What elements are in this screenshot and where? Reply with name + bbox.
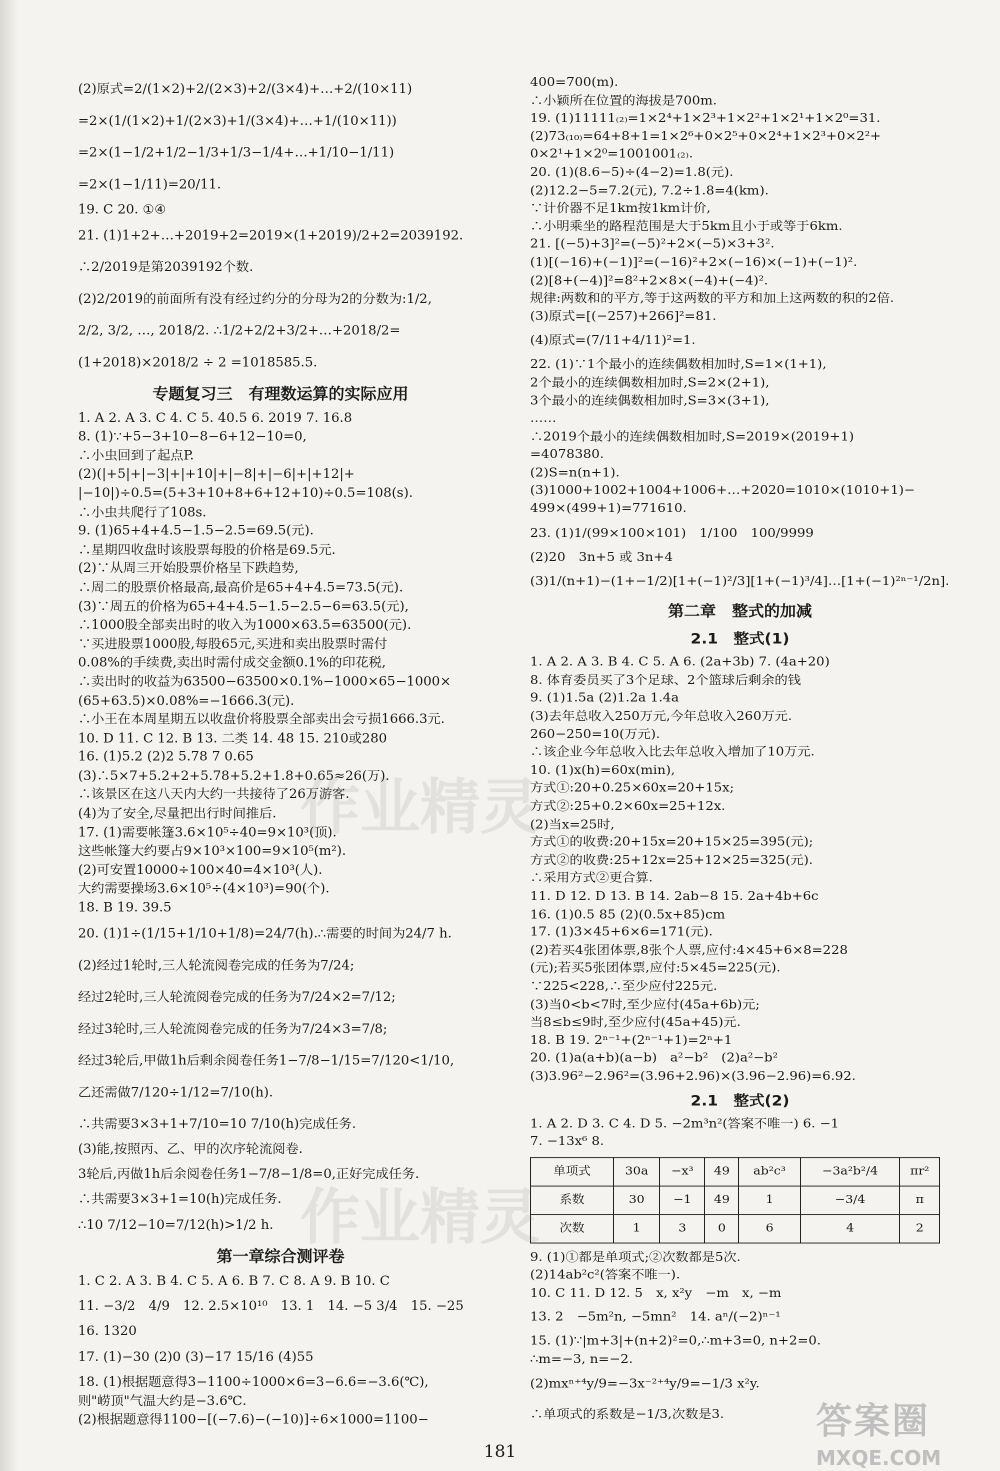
answer-line: 2/2, 3/2, …, 2018/2. ∴1/2+2/2+3/2+…+2018/2=: [78, 323, 401, 339]
answer-line: ∴10 7/12−10=7/12(h)>1/2 h.: [78, 1218, 274, 1233]
table-cell: 49: [705, 1186, 739, 1214]
answer-line: 大约需要操场3.6×10⁵÷(4×10³)=90(个).: [78, 882, 330, 897]
answer-line: (2)当x=25时,: [530, 817, 615, 832]
table-cell: −3/4: [800, 1186, 900, 1214]
subsection-title: 2.1 整式(2): [690, 1092, 790, 1109]
answer-line: 10. (1)x(h)=60x(min),: [530, 763, 676, 778]
answer-line: (2)14ab²c²(答案不唯一).: [530, 1268, 681, 1283]
answer-line: (3)1000+1002+1004+1006+…+2020=1010×(1010+1)−: [530, 484, 915, 498]
table-cell: 6: [739, 1214, 800, 1242]
section-title: 专题复习三 有理数运算的实际应用: [152, 384, 409, 403]
table-cell: πr²: [900, 1157, 940, 1185]
answer-line: 13. 2 −5m²n, −5mn² 14. aⁿ/(−2)ⁿ⁻¹: [530, 1311, 781, 1325]
answer-line: (1+2018)×2018/2 ÷ 2 =1018585.5.: [78, 355, 318, 370]
answer-line: |−10|)÷0.5=(5+3+10+8+6+12+10)÷0.5=108(s).: [78, 486, 413, 501]
answer-line: 方式①的收费:20+15x=20+15×25=395(元);: [530, 835, 814, 850]
answer-line: ∵计价器不足1km按1km计价,: [530, 201, 711, 216]
answer-line: 这些帐篷大约要占9×10³×100=9×10⁵(m²).: [78, 844, 347, 859]
section-title: 第二章 整式的加减: [667, 602, 812, 620]
answer-line: 17. (1)3×45+6×6=171(元).: [530, 925, 713, 940]
answer-line: 21. [(−5)+3]²=(−5)²+2×(−5)×3+3².: [530, 237, 775, 252]
answer-line: 8. 体育委员买了3个足球、2个篮球后剩余的钱: [530, 673, 801, 688]
table-cell: −1: [660, 1186, 705, 1214]
answer-line: 规律:两数和的平方,等于这两数的平方和加上这两数的积的2倍.: [530, 291, 895, 306]
watermark-upper: 作业精灵: [300, 773, 540, 843]
answer-line: 260−250=10(万元).: [530, 727, 661, 742]
answer-line: 3个最小的连续偶数相加时,S=3×(3+1),: [530, 394, 770, 408]
table-cell: −3a²b²/4: [800, 1157, 900, 1185]
answer-line: 2个最小的连续偶数相加时,S=2×(2+1),: [530, 376, 770, 390]
answer-line: ∴采用方式②更合算.: [530, 871, 653, 886]
page-spine-shadow: [0, 0, 18, 1471]
answer-line: 0×2¹+1×2⁰=1001001₍₂₎.: [530, 147, 694, 162]
table-cell: 0: [705, 1214, 739, 1242]
answer-line: 经过2轮时,三人轮流阅卷完成的任务为7/24×2=7/12;: [78, 990, 396, 1005]
answer-line: 11. −3/2 4/9 12. 2.5×10¹⁰ 13. 1 14. −5 3/4 15. −25: [78, 1299, 464, 1315]
answer-line: 400=700(m).: [530, 75, 619, 90]
table-cell: 4: [800, 1214, 900, 1242]
answer-line: (3)1/(n+1)−(1+−1/2)[1+(−1)²/3][1+(−1)³/4]…[1+(−1)²ⁿ⁻¹/2n].: [530, 574, 950, 589]
answer-line: 22. (1)∵1个最小的连续偶数相加时,S=1×(1+1),: [530, 358, 827, 372]
watermark-lower: 作业精灵: [300, 1183, 540, 1253]
answer-line: 1. A 2. D 3. C 4. D 5. −2m³n²(答案不唯一) 6. −1: [530, 1117, 840, 1131]
table-cell: 单项式: [531, 1157, 614, 1185]
table-cell: −x³: [660, 1157, 705, 1185]
table-cell: 30a: [614, 1157, 660, 1185]
answer-line: (2)可安置10000÷100×40=4×10³(人).: [78, 863, 323, 878]
answer-line: 20. (1)(8.6−5)÷(4−2)=1.8(元).: [530, 165, 734, 180]
answer-line: (2)S=n(n+1).: [530, 466, 620, 480]
answer-line: (3)原式=[(−257)+266]²=81.: [530, 309, 717, 324]
answer-line: (2)20 3n+5 或 3n+4: [530, 550, 673, 565]
answer-line: ∴2019个最小的连续偶数相加时,S=2019×(2019+1): [530, 430, 854, 444]
answer-line: 17. (1)需要帐篷3.6×10⁵÷40=9×10³(顶).: [78, 825, 337, 841]
answer-line: (4)为了安全,尽量把出行时间推后.: [78, 806, 277, 822]
answer-line: ∴周二的股票价格最高,最高价是65+4+4.5=73.5(元).: [78, 580, 404, 596]
answer-line: 17. (1)−30 (2)0 (3)−17 15/16 (4)55: [78, 1350, 314, 1365]
answer-line: (2)[8+(−4)]²=8²+2×8×(−4)+(−4)².: [530, 273, 769, 288]
answer-line: ∵225<228,∴至少应付225元.: [530, 979, 718, 994]
answer-line: 19. C 20. ①④: [78, 202, 167, 218]
answer-line: 3轮后,丙做1h后余阅卷任务1−7/8−1/8=0,正好完成任务.: [78, 1167, 420, 1183]
answer-line: ∴该景区在这八天内大约一共接待了26万游客.: [78, 788, 350, 803]
table-cell: 系数: [531, 1186, 614, 1214]
answer-line: ∴共需要3×3+1=10(h)完成任务.: [78, 1192, 282, 1208]
answer-line: ∴小虫共爬行了108s.: [78, 505, 207, 520]
table-cell: 1: [739, 1186, 800, 1214]
answer-line: ∴小虫回到了起点P.: [78, 448, 194, 464]
left-column: [78, 74, 483, 1430]
page-number: 181: [483, 1442, 517, 1462]
answer-line: ……: [530, 412, 557, 426]
answer-line: 16. (1)5.2 (2)2 5.78 7 0.65: [78, 750, 254, 765]
answer-line: ∴共需要3×3+1+7/10=10 7/10(h)完成任务.: [78, 1117, 357, 1132]
answer-line: (2)若买4张团体票,8张个人票,应付:4×45+6×8=228: [530, 943, 848, 958]
answer-line: 则"崂顶"气温大约是−3.6℃.: [78, 1394, 247, 1409]
answer-line: ∴卖出时的收益为63500−63500×0.1%−1000×65−1000×: [78, 674, 452, 690]
answer-line: =2×(1−1/2+1/2−1/3+1/3−1/4+…+1/10−1/11): [78, 146, 395, 161]
answer-line: (2)mxⁿ⁺⁴y/9=−3x⁻²⁺⁴y/9=−1/3 x²y.: [530, 1377, 760, 1392]
table-cell: ab²c³: [739, 1157, 800, 1185]
answer-line: (元);若买5张团体票,应付:5×45=225(元).: [530, 961, 781, 976]
site-logo-url: MXQE.COM: [816, 1446, 942, 1470]
answer-line: ∴1000股全部卖出时的收入为1000×63.5=63500(元).: [78, 618, 412, 633]
answer-line: 20. (1)1÷(1/15+1/10+1/8)=24/7(h).∴需要的时间为24/7 h.: [78, 926, 452, 942]
answer-line: =4078380.: [530, 448, 604, 462]
answer-line: (2)(|+5|+|−3|+|+10|+|−8|+|−6|+|+12|+: [78, 467, 355, 483]
answer-line: ∴星期四收盘时该股票每股的价格是69.5元.: [78, 543, 336, 558]
answer-line: 21. (1)1+2+…+2019+2=2019×(1+2019)/2+2=2039192.: [78, 228, 464, 243]
answer-line: (3)去年总收入250万元,今年总收入260万元.: [530, 709, 793, 724]
subsection-title: 2.1 整式(1): [690, 630, 790, 648]
answer-line: ∵买进股票1000股,每股65元,买进和卖出股票时需付: [78, 637, 388, 652]
answer-line: 0.08%的手续费,卖出时需付成交金额0.1%的印花税,: [78, 656, 386, 671]
table-cell: 3: [660, 1214, 705, 1242]
answer-line: (2)73₍₁₀₎=64+8+1=1×2⁶+0×2⁵+0×2⁴+1×2³+0×2²+: [530, 129, 882, 144]
table-row: [531, 1157, 940, 1185]
answer-line: 9. (1)①都是单项式;②次数都是5次.: [530, 1250, 741, 1265]
answer-line: 1. C 2. A 3. B 4. C 5. A 6. B 7. C 8. A 9. B 10. C: [78, 1274, 390, 1289]
answer-line: 9. (1)65+4+4.5−1.5−2.5=69.5(元).: [78, 524, 314, 539]
right-column: [530, 74, 950, 1430]
answer-line: 10. D 11. C 12. B 13. 二类 14. 48 15. 210或280: [78, 731, 387, 746]
answer-line: ∴m=−3, n=−2.: [530, 1352, 633, 1367]
answer-line: 11. D 12. D 13. B 14. 2ab−8 15. 2a+4b+6c: [530, 889, 819, 904]
answer-line: (65+63.5)×0.08%=−1666.3(元).: [78, 693, 295, 709]
answer-line: 499×(499+1)=771610.: [530, 502, 687, 516]
answer-line: (4)原式=(7/11+4/11)²=1.: [530, 334, 696, 349]
answer-line: 19. (1)11111₍₂₎=1×2⁴+1×2³+1×2²+1×2¹+1×2⁰=31.: [530, 111, 881, 126]
table-cell: 49: [705, 1157, 739, 1185]
answer-line: 23. (1)1/(99×100×101) 1/100 100/9999: [530, 526, 814, 541]
answer-line: 18. B 19. 39.5: [78, 901, 172, 916]
answer-line: (2)经过1轮时,三人轮流阅卷完成的任务为7/24;: [78, 958, 355, 973]
answer-line: (1)[(−16)+(−1)]²=(−16)²+2×(−16)×(−1)+(−1)².: [530, 255, 858, 270]
site-logo: [816, 1393, 996, 1470]
section-title: 第一章综合测评卷: [216, 1247, 345, 1266]
answer-line: 16. 1320: [78, 1324, 137, 1340]
answer-line: 10. C 11. D 12. 5 x, x²y −m x, −m: [530, 1286, 782, 1301]
answer-line: (3)当0<b<7时,至少应付(45a+6b)元;: [530, 997, 760, 1012]
answer-line: ∴2/2019是第2039192个数.: [78, 260, 254, 275]
answer-line: 1. A 2. A 3. C 4. C 5. 40.5 6. 2019 7. 16.8: [78, 411, 353, 426]
table-cell: 2: [900, 1214, 940, 1242]
answer-line: ∴小明乘坐的路程范围是大于5km且小于或等于6km.: [530, 219, 843, 234]
answer-line: 1. A 2. A 3. B 4. C 5. A 6. (2a+3b) 7. (4a+20): [530, 655, 830, 670]
answer-line: (2)∵从周三开始股票价格呈下跌趋势,: [78, 561, 299, 577]
site-logo-mark: 答案圈: [816, 1401, 931, 1442]
answer-line: 15. (1)∵|m+3|+(n+2)²=0,∴m+3=0, n+2=0.: [530, 1334, 821, 1349]
table-row: [531, 1214, 940, 1242]
answer-line: 当8≤b≤9时,至少应付(45a+45)元.: [530, 1015, 741, 1030]
answer-line: 经过3轮时,三人轮流阅卷完成的任务为7/24×3=7/8;: [78, 1021, 388, 1037]
answer-line: ∴小颖所在位置的海拔是700m.: [530, 93, 717, 108]
answer-line: (3)3.96²−2.96²=(3.96+2.96)×(3.96−2.96)=6.92.: [530, 1069, 856, 1084]
answer-line: 16. (1)0.5 85 (2)(0.5x+85)cm: [530, 907, 726, 922]
answer-line: 方式①:20+0.25×60x=20+15x;: [530, 781, 735, 796]
table-cell: 30: [614, 1186, 660, 1214]
answer-line: ∴该企业今年总收入比去年总收入增加了10万元.: [530, 745, 815, 760]
answer-line: =2×(1−1/11)=20/11.: [78, 177, 222, 193]
answer-line: 7. −13x⁶ 8.: [530, 1135, 605, 1149]
answer-line: (2)12.2−5=7.2(元), 7.2÷1.8=4(km).: [530, 183, 769, 198]
answer-line: 18. (1)根据题意得3−1100÷1000×6=3−6.6=−3.6(℃),: [78, 1375, 429, 1390]
answer-line: 方式②:25+0.2×60x=25+12x.: [530, 799, 726, 814]
answer-line: 方式②的收费:25+12x=25+12×25=325(元).: [530, 853, 813, 868]
answer-line: (3)能,按照丙、乙、甲的次序轮流阅卷.: [78, 1142, 303, 1157]
table-cell: 1: [614, 1214, 660, 1242]
table-row: [531, 1186, 940, 1214]
answer-line: 8. (1)∵+5−3+10−8−6+12−10=0,: [78, 430, 307, 445]
answer-line: =2×(1/(1×2)+1/(2×3)+1/(3×4)+…+1/(10×11)): [78, 114, 397, 129]
monomial-table: [530, 1157, 950, 1243]
answer-line: 乙还需做7/120÷1/12=7/10(h).: [78, 1085, 274, 1100]
answer-line: (2)2/2019的前面所有没有经过约分的分母为2的分数为:1/2,: [78, 291, 432, 307]
answer-line: 18. B 19. 2ⁿ⁻¹+(2ⁿ⁻¹+1)=2ⁿ+1: [530, 1033, 733, 1048]
answer-line: 20. (1)a(a+b)(a−b) a²−b² (2)a²−b²: [530, 1051, 778, 1066]
answer-line: 9. (1)1.5a (2)1.2a 1.4a: [530, 691, 680, 706]
answer-line: (2)原式=2/(1×2)+2/(2×3)+2/(3×4)+…+2/(10×11): [78, 82, 413, 98]
answer-line: (3)∵周五的价格为65+4+4.5−1.5−2.5−6=63.5(元),: [78, 599, 409, 615]
table-cell: π: [900, 1186, 940, 1214]
answer-line: ∴小王在本周星期五以收盘价将股票全部卖出会亏损1666.3元.: [78, 712, 445, 728]
table-cell: 次数: [531, 1214, 614, 1242]
answer-line: (3)∴5×7+5.2+2+5.78+5.2+1.8+0.65≈26(万).: [78, 769, 390, 784]
answer-line: 经过3轮后,甲做1h后剩余阅卷任务1−7/8−1/15=7/120<1/10,: [78, 1053, 455, 1069]
answer-line: (2)根据题意得1100−[(−7.6)−(−10)]÷6×1000=1100−: [78, 1412, 429, 1428]
answer-line: ∴单项式的系数是−1/3,次数是3.: [530, 1407, 725, 1422]
